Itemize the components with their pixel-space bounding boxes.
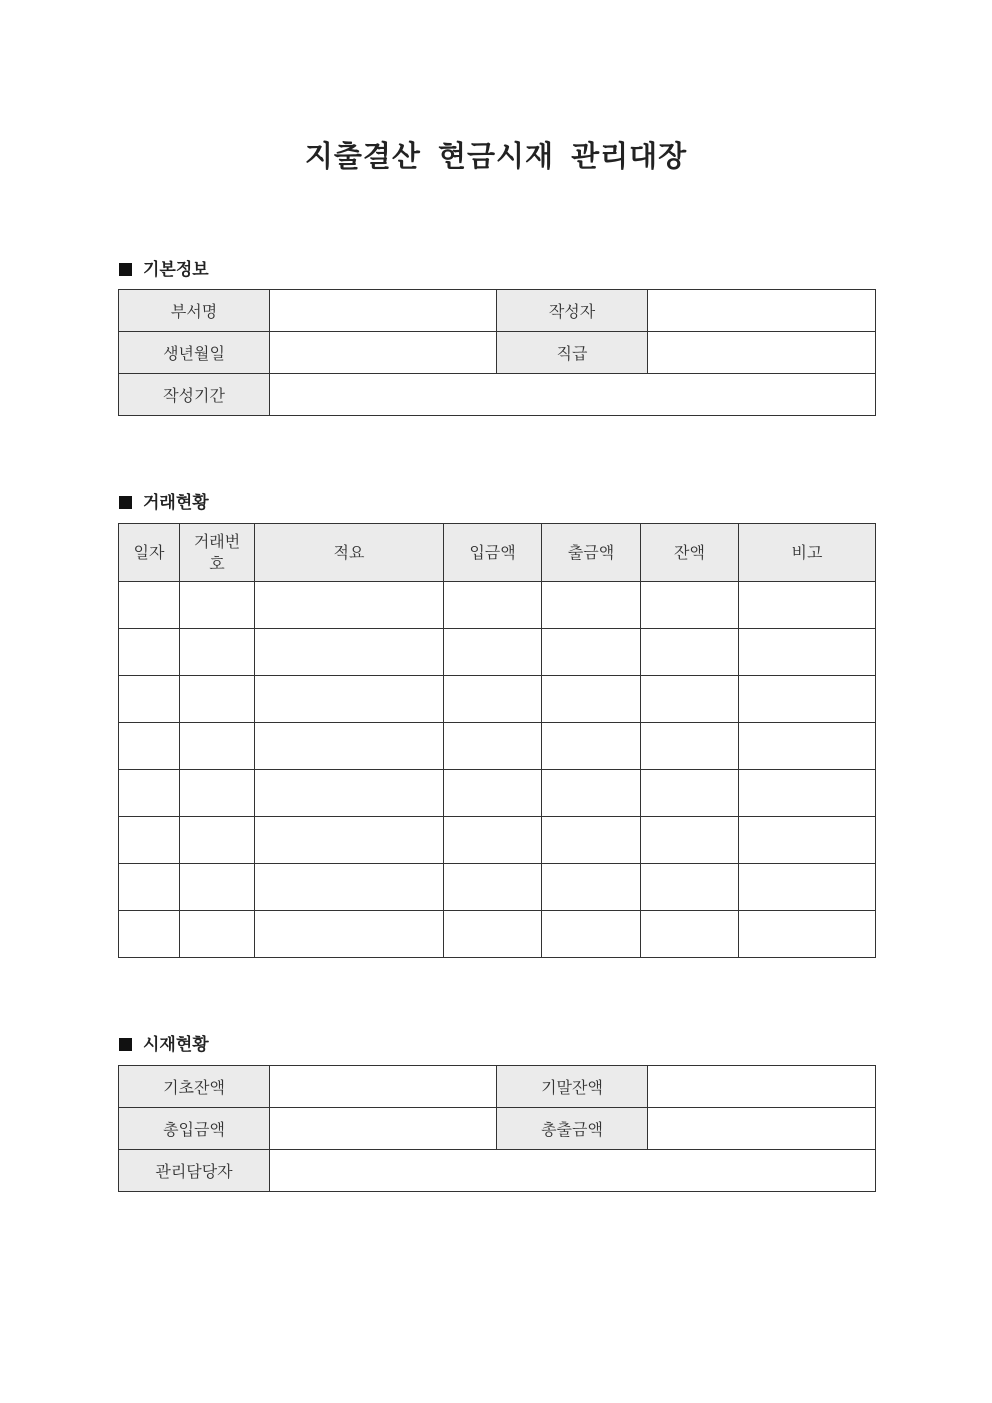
table-cell[interactable] bbox=[739, 676, 876, 723]
column-header-balance: 잔액 bbox=[641, 524, 739, 582]
table-cell[interactable] bbox=[119, 629, 180, 676]
section-heading-label: 기본정보 bbox=[143, 260, 209, 280]
table-row bbox=[119, 864, 876, 911]
table-cell[interactable] bbox=[739, 582, 876, 629]
table-cell[interactable] bbox=[119, 770, 180, 817]
table-cell[interactable] bbox=[739, 723, 876, 770]
table-cell[interactable] bbox=[255, 770, 444, 817]
column-header-txn-number: 거래번호 bbox=[180, 524, 255, 582]
section-heading-label: 시재현황 bbox=[143, 1035, 209, 1055]
column-header-description: 적요 bbox=[255, 524, 444, 582]
manager-field[interactable] bbox=[270, 1150, 876, 1192]
table-cell[interactable] bbox=[444, 676, 542, 723]
table-cell[interactable] bbox=[255, 817, 444, 864]
section-heading-cash bbox=[119, 1030, 209, 1055]
opening-balance-label: 기초잔액 bbox=[119, 1066, 270, 1108]
table-cell[interactable] bbox=[444, 864, 542, 911]
table-row bbox=[119, 817, 876, 864]
table-row bbox=[119, 1066, 876, 1108]
table-cell[interactable] bbox=[180, 911, 255, 958]
table-row bbox=[119, 676, 876, 723]
table-cell[interactable] bbox=[119, 676, 180, 723]
table-cell[interactable] bbox=[641, 817, 739, 864]
table-cell[interactable] bbox=[542, 770, 641, 817]
table-cell[interactable] bbox=[180, 864, 255, 911]
table-row bbox=[119, 582, 876, 629]
table-cell[interactable] bbox=[739, 770, 876, 817]
table-cell[interactable] bbox=[739, 629, 876, 676]
basic-info-table bbox=[118, 289, 876, 416]
table-cell[interactable] bbox=[255, 676, 444, 723]
table-cell[interactable] bbox=[180, 770, 255, 817]
table-cell[interactable] bbox=[641, 629, 739, 676]
table-cell[interactable] bbox=[641, 911, 739, 958]
table-cell[interactable] bbox=[641, 676, 739, 723]
table-cell[interactable] bbox=[119, 911, 180, 958]
column-header-date: 일자 bbox=[119, 524, 180, 582]
period-label: 작성기간 bbox=[119, 374, 270, 416]
table-cell[interactable] bbox=[641, 723, 739, 770]
table-cell[interactable] bbox=[180, 582, 255, 629]
table-row bbox=[119, 290, 876, 332]
table-row bbox=[119, 770, 876, 817]
position-field[interactable] bbox=[648, 332, 876, 374]
column-header-note: 비고 bbox=[739, 524, 876, 582]
table-cell[interactable] bbox=[255, 911, 444, 958]
total-withdrawal-label: 총출금액 bbox=[497, 1108, 648, 1150]
table-cell[interactable] bbox=[119, 723, 180, 770]
table-row bbox=[119, 723, 876, 770]
birth-label: 생년월일 bbox=[119, 332, 270, 374]
column-header-deposit: 입금액 bbox=[444, 524, 542, 582]
table-cell[interactable] bbox=[641, 770, 739, 817]
table-cell[interactable] bbox=[180, 676, 255, 723]
opening-balance-field[interactable] bbox=[270, 1066, 497, 1108]
table-cell[interactable] bbox=[119, 864, 180, 911]
table-row bbox=[119, 374, 876, 416]
table-cell[interactable] bbox=[542, 911, 641, 958]
table-cell[interactable] bbox=[542, 629, 641, 676]
table-cell[interactable] bbox=[119, 582, 180, 629]
table-cell[interactable] bbox=[739, 864, 876, 911]
table-cell[interactable] bbox=[180, 629, 255, 676]
table-cell[interactable] bbox=[641, 582, 739, 629]
cash-status-table bbox=[118, 1065, 876, 1192]
period-field[interactable] bbox=[270, 374, 876, 416]
column-header-withdrawal: 출금액 bbox=[542, 524, 641, 582]
square-bullet-icon bbox=[119, 496, 132, 509]
dept-label: 부서명 bbox=[119, 290, 270, 332]
table-row bbox=[119, 911, 876, 958]
table-cell[interactable] bbox=[119, 817, 180, 864]
table-cell[interactable] bbox=[444, 770, 542, 817]
table-cell[interactable] bbox=[641, 864, 739, 911]
section-heading-label: 거래현황 bbox=[143, 493, 209, 513]
table-cell[interactable] bbox=[542, 817, 641, 864]
table-cell[interactable] bbox=[444, 629, 542, 676]
table-cell[interactable] bbox=[542, 582, 641, 629]
closing-balance-label: 기말잔액 bbox=[497, 1066, 648, 1108]
writer-field[interactable] bbox=[648, 290, 876, 332]
total-deposit-label: 총입금액 bbox=[119, 1108, 270, 1150]
page-title: 지출결산 현금시재 관리대장 bbox=[304, 139, 688, 173]
total-deposit-field[interactable] bbox=[270, 1108, 497, 1150]
table-cell[interactable] bbox=[180, 723, 255, 770]
table-cell[interactable] bbox=[542, 864, 641, 911]
table-row bbox=[119, 629, 876, 676]
table-cell[interactable] bbox=[255, 582, 444, 629]
table-cell[interactable] bbox=[255, 723, 444, 770]
table-cell[interactable] bbox=[444, 911, 542, 958]
table-cell[interactable] bbox=[444, 723, 542, 770]
table-cell[interactable] bbox=[739, 911, 876, 958]
table-cell[interactable] bbox=[255, 629, 444, 676]
table-cell[interactable] bbox=[444, 817, 542, 864]
square-bullet-icon bbox=[119, 1038, 132, 1051]
table-cell[interactable] bbox=[739, 817, 876, 864]
table-row bbox=[119, 332, 876, 374]
section-heading-basic bbox=[119, 255, 209, 280]
table-cell[interactable] bbox=[180, 817, 255, 864]
birth-field[interactable] bbox=[270, 332, 497, 374]
transactions-table bbox=[118, 523, 876, 958]
closing-balance-field[interactable] bbox=[648, 1066, 876, 1108]
total-withdrawal-field[interactable] bbox=[648, 1108, 876, 1150]
table-row bbox=[119, 1108, 876, 1150]
table-header-row bbox=[119, 524, 876, 582]
dept-field[interactable] bbox=[270, 290, 497, 332]
writer-label: 작성자 bbox=[497, 290, 648, 332]
square-bullet-icon bbox=[119, 263, 132, 276]
position-label: 직급 bbox=[497, 332, 648, 374]
table-cell[interactable] bbox=[542, 723, 641, 770]
table-row bbox=[119, 1150, 876, 1192]
table-cell[interactable] bbox=[255, 864, 444, 911]
section-heading-transactions bbox=[119, 488, 209, 513]
manager-label: 관리담당자 bbox=[119, 1150, 270, 1192]
table-cell[interactable] bbox=[444, 582, 542, 629]
table-cell[interactable] bbox=[542, 676, 641, 723]
